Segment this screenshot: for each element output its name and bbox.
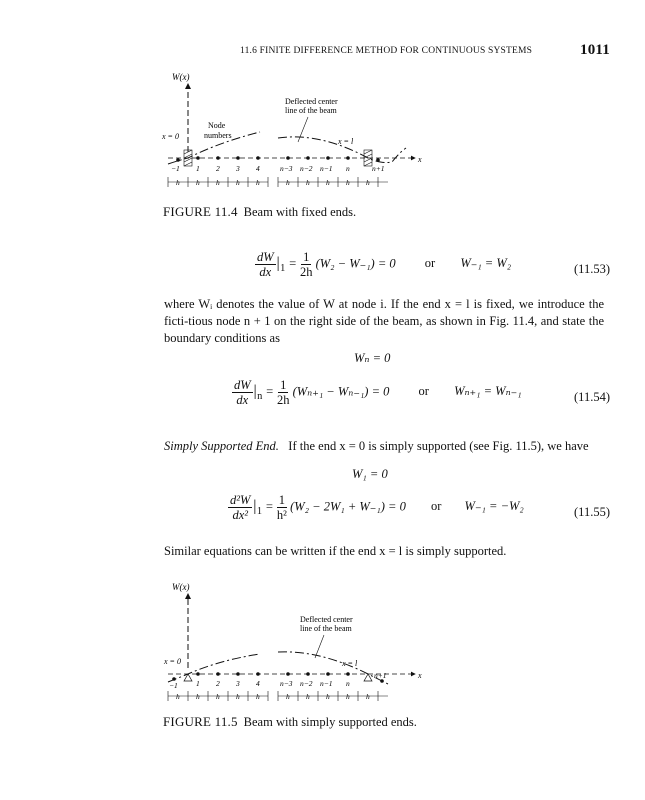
fig4-node-label-2: numbers: [204, 131, 232, 140]
fig4-caption-text: Beam with fixed ends.: [243, 205, 357, 219]
fig5-leader: [315, 635, 324, 658]
fig5-h-labels: h h h h h h h h h h: [176, 692, 370, 701]
equation-11-55: $\frac{\text{d²W}}{\text{dx²}}$ $|_1$ = $\frac{1}{\text{h²}}$ (W₂ − 2W₁ + W₋₁) = 0 or W₋₁ = −W₂ (11.55): [230, 493, 610, 522]
simply-heading: Simply Supported End.: [164, 439, 279, 453]
fig4-x0-label: x = 0: [162, 132, 179, 141]
fig5-caption-text: Beam with simply supported ends.: [243, 715, 417, 729]
fig4-ylabel: W(x): [172, 72, 190, 82]
paragraph-1: where Wᵢ denotes the value of W at node i. If the end x = l is fixed, we introduce the ficti-tious node n + 1 on the right side of the beam, as shown in Fig. 11.4, and state the boundary conditions as: [164, 297, 604, 345]
fig5-node-np1: n+1: [374, 671, 387, 680]
fig4-node-4: 4: [256, 164, 260, 173]
figure-11-4-caption: [163, 204, 356, 220]
fig4-caption-label: FIGURE 11.4: [163, 204, 238, 219]
fig4-node-label-1: Node: [208, 121, 226, 130]
section-title: 11.6 FINITE DIFFERENCE METHOD FOR CONTINUOUS SYSTEMS: [240, 46, 533, 56]
fig4-node-np1: n+1: [372, 164, 385, 173]
fig4-node-n3: n−3: [280, 164, 293, 173]
fig5-node-1: 1: [196, 679, 200, 688]
page-number: 1011: [580, 42, 610, 58]
fig5-x0-label: x = 0: [164, 657, 181, 666]
fig5-node-n: n: [346, 679, 350, 688]
fig4-node-n2: n−2: [300, 164, 313, 173]
figure-11-5: [160, 580, 440, 710]
fig4-nodes: [176, 156, 380, 162]
fig5-x-axis-label: x: [418, 671, 422, 680]
equation-wn: Wₙ = 0: [354, 351, 391, 365]
fig5-node-n2: n−2: [300, 679, 313, 688]
fig5-node-2: 2: [216, 679, 220, 688]
fig5-curve-left: [168, 654, 260, 682]
fig4-node-numbers: [171, 164, 385, 173]
fig4-xl-label: x = l: [338, 137, 354, 146]
fig5-node-4: 4: [256, 679, 260, 688]
fig5-node-n1: n−1: [320, 679, 333, 688]
fig4-node-3: 3: [236, 164, 240, 173]
fig4-deflected-2: line of the beam: [285, 106, 337, 115]
fig5-support-right: [364, 674, 372, 681]
fig5-node-m1: −1: [169, 681, 178, 690]
fig5-ylabel: W(x): [172, 582, 190, 592]
figure-11-4: [160, 70, 440, 200]
equation-w1: W₁ = 0: [352, 467, 388, 481]
fig4-deflected-1: Deflected center: [285, 97, 338, 106]
equation-11-53: $\frac{dW}{dx}$ $|_1$ = $\frac{1}{2h}$ (W₂ − W₋₁) = 0 or W₋₁ = W₂ (11.53): [257, 250, 610, 279]
equation-11-54: $\frac{dW}{dx}$ $|_n$ = $\frac{1}{2h}$ (Wₙ₊₁ − Wₙ₋₁) = 0 or Wₙ₊₁ = Wₙ₋₁ (11.54): [234, 378, 610, 407]
simply-supported-paragraph: [164, 438, 604, 455]
fig5-deflected-1: Deflected center: [300, 615, 353, 624]
figure-11-5-drawing: [160, 580, 440, 710]
figure-11-5-caption: [163, 714, 417, 730]
figure-11-4-drawing: [160, 70, 440, 200]
fig5-xl-label: x = l: [342, 659, 358, 668]
fig5-caption-label: FIGURE 11.5: [163, 714, 238, 729]
simply-text: If the end x = 0 is simply supported (see Fig. 11.5), we have: [288, 439, 589, 453]
fig4-node-1: 1: [196, 164, 200, 173]
fig4-node-n1: n−1: [320, 164, 333, 173]
fig4-leader: [298, 117, 308, 142]
fig4-x-axis-label: x: [418, 155, 422, 164]
fig5-deflected-2: line of the beam: [300, 624, 352, 633]
fig4-node-2: 2: [216, 164, 220, 173]
paragraph-2: Similar equations can be written if the end x = l is simply supported.: [164, 544, 507, 558]
fig4-node-m1: −1: [171, 164, 180, 173]
fig4-node-n: n: [346, 164, 350, 173]
fig5-node-n3: n−3: [280, 679, 293, 688]
fig4-h-labels: h h h h h h h h h h: [176, 178, 370, 187]
fig5-node-3: 3: [236, 679, 240, 688]
